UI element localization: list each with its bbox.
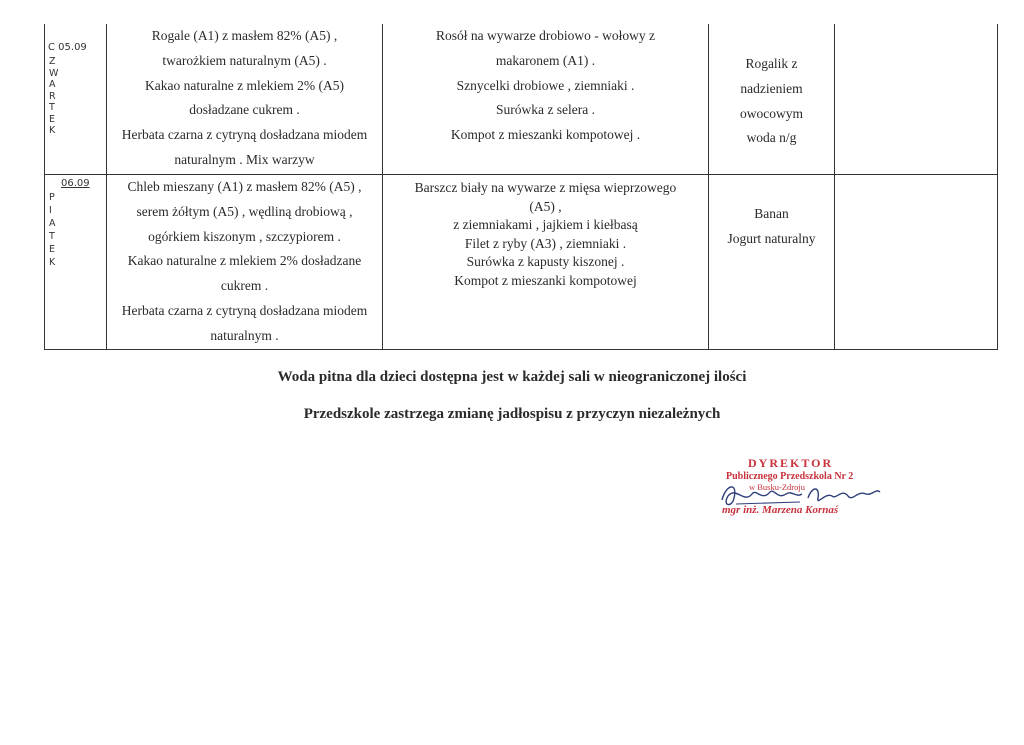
snack-cell [709,52,834,151]
stamp-title: DYREKTOR [748,456,834,470]
day-letter: W [49,67,59,79]
menu-line: Rogalik z [745,56,798,71]
menu-line: nadzieniem [740,80,803,96]
day-date: 06.09 [61,178,90,189]
table-border-right [997,24,998,350]
menu-line: woda n/g [746,130,797,146]
menu-line: ogórkiem kiszonym , szczypiorem . [148,228,341,244]
menu-line: cukrem . [220,278,269,294]
menu-line: naturalnym . [210,327,279,343]
column-divider [834,24,835,350]
menu-line: twarożkiem naturalnym (A5) . [162,52,327,68]
table-border-bottom [44,349,998,350]
menu-line: (A5) , [529,198,562,214]
day-letter: E [49,113,56,125]
day-date: C 05.09 [48,42,87,53]
day-letter: P [49,192,55,203]
day-letter: R [49,90,56,102]
day-cell [48,24,104,174]
breakfast-cell [107,24,382,173]
day-letter: K [49,125,56,136]
day-letter: A [49,79,56,90]
menu-line: Surówka z selera . [496,102,595,118]
menu-line: z ziemniakami , jajkiem i kiełbasą [453,217,638,233]
menu-table [44,24,998,350]
day-name-vertical [49,191,56,269]
menu-line: naturalnym . Mix warzyw [174,151,315,167]
day-letter: Z [49,56,56,67]
snack-cell [709,202,834,252]
menu-line: Kompot z mieszanki kompotowej . [450,127,641,143]
breakfast-cell [107,175,382,349]
stamp-director-name: mgr inż. Marzena Kornaś [722,504,839,516]
menu-line: makaronem (A1) . [495,52,596,68]
menu-line: serem żółtym (A5) , wędliną drobiową , [136,203,353,219]
day-letter: K [49,257,56,268]
menu-line: Filet z ryby (A3) , ziemniaki . [464,235,627,251]
menu-line: Rogale (A1) z masłem 82% (A5) , [151,28,338,43]
menu-line: Rosół na wywarze drobiowo - wołowy z [436,28,655,43]
menu-line: Herbata czarna z cytryną dosładzana miodem [121,302,368,318]
water-note: Woda pitna dla dzieci dostępna jest w każdej sali w nieograniczonej ilości [277,369,747,385]
menu-line: Sznycelki drobiowe , ziemniaki . [456,77,635,93]
menu-line: Chleb mieszany (A1) z masłem 82% (A5) , [127,179,362,194]
menu-change-note: Przedszkole zastrzega zmianę jadłospisu z przyczyn niezależnych [303,406,721,422]
day-letter: T [49,231,55,242]
menu-line: Banan [754,206,789,221]
menu-line: owocowym [740,105,803,121]
lunch-cell [383,179,708,291]
menu-line: Kakao naturalne z mlekiem 2% dosładzane [127,253,362,269]
day-name-vertical [49,56,58,137]
table-border-left [44,24,45,350]
menu-line: Jogurt naturalny [727,230,816,246]
stamp-location: w Busku-Zdroju [749,482,805,492]
day-letter: T [49,102,55,113]
day-letter: I [49,205,52,216]
day-letter: A [49,218,56,229]
day-letter: E [49,244,56,255]
menu-line: Kakao naturalne z mlekiem 2% (A5) [144,77,345,93]
stamp-institution: Publicznego Przedszkola Nr 2 [726,471,854,482]
director-stamp [712,456,892,526]
menu-line: dosładzane cukrem . [189,102,300,118]
menu-line: Kompot z mieszanki kompotowej [454,272,637,288]
lunch-cell [383,24,708,148]
menu-line: Herbata czarna z cytryną dosładzana miodem [121,127,368,143]
menu-line: Surówka z kapusty kiszonej . [466,254,625,270]
menu-line: Barszcz biały na wywarze z mięsa wieprzowego [414,180,677,195]
day-cell [48,175,104,349]
